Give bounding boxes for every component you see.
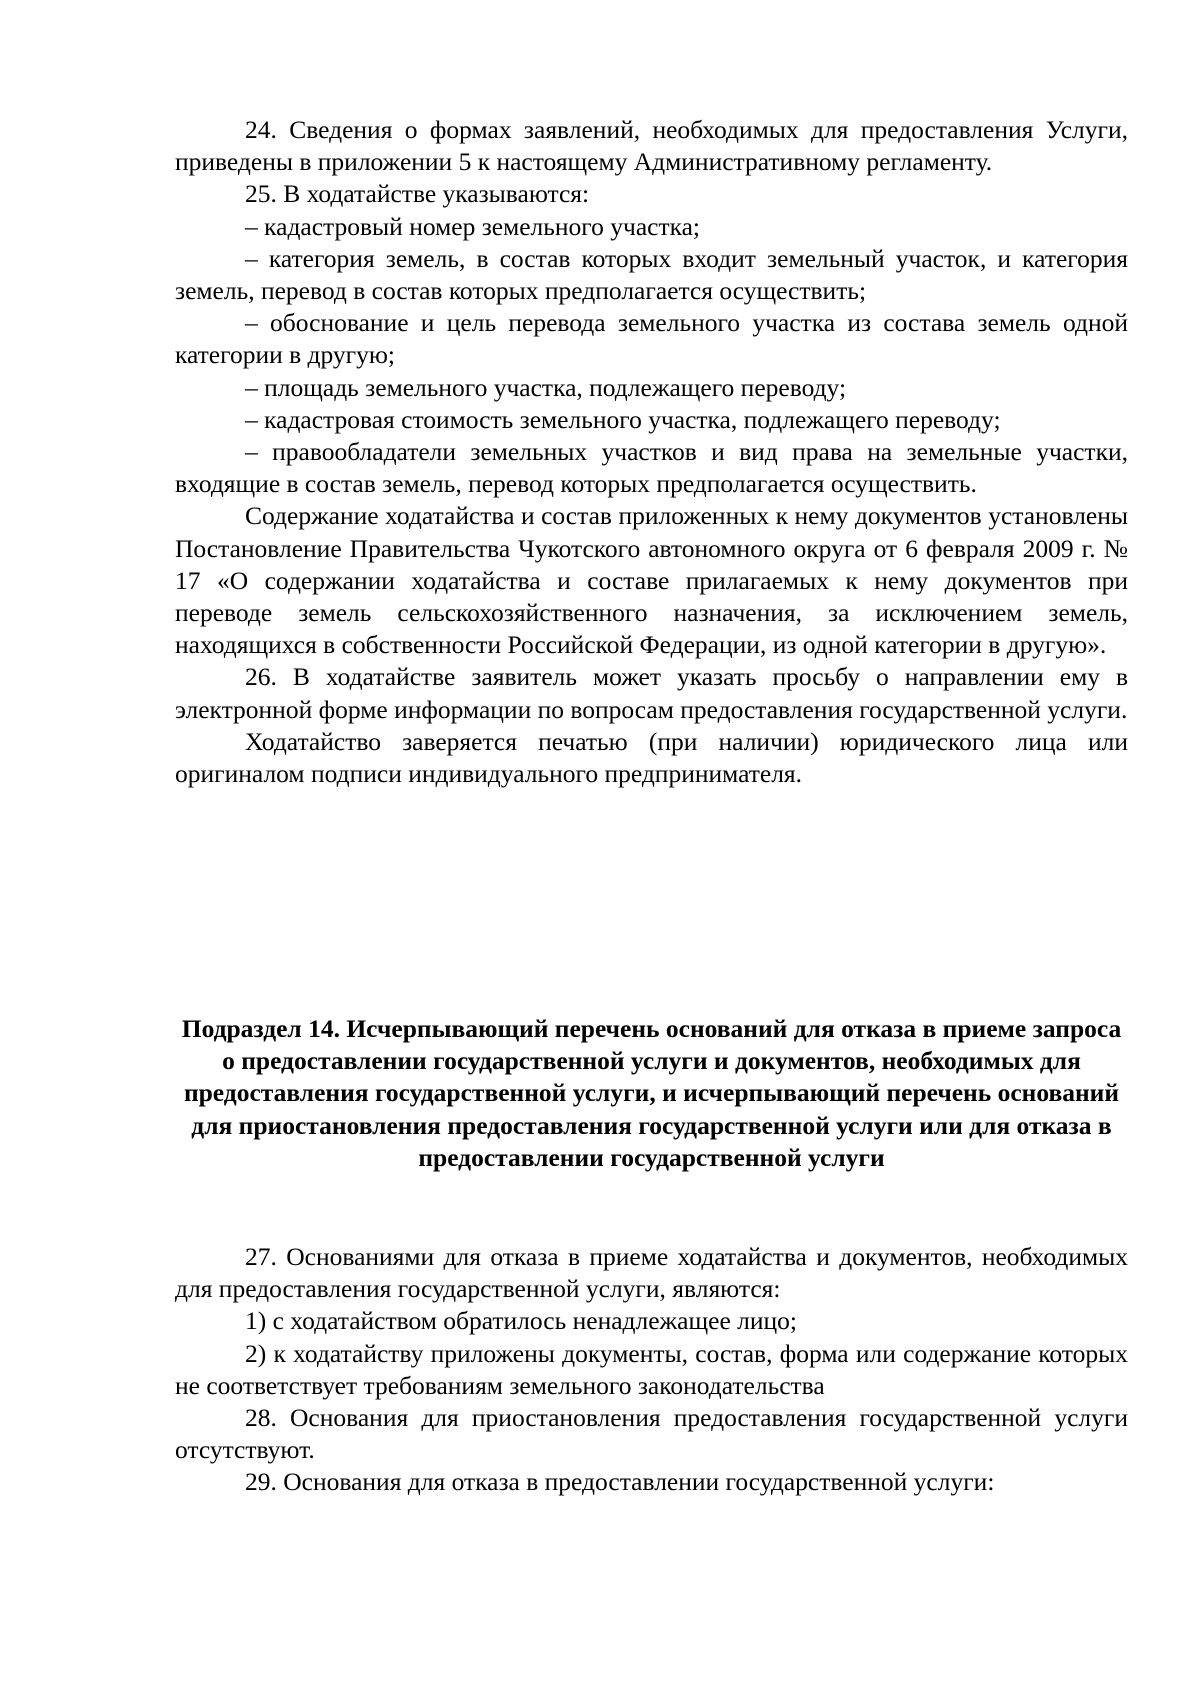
list-item-cadastral-number: – кадастровый номер земельного участка;: [245, 211, 701, 241]
paragraph-27: 27. Основаниями для отказа в приеме ходатайства и документов, необходимых для предоставления государственной услуги, являются:: [175, 1242, 1128, 1304]
paragraph-petition-content: Содержание ходатайства и состав приложенных к нему документов установлены Постановление Правительства Чукотского автономного округа от 6 февраля 2009 г. № 17 «О содержании ходатайства и составе прилагаемых к нему документов при переводе земель сельскохозяйственного назначения, за исключением земель, находящихся в собственности Российской Федерации, из одной категории в другую».: [175, 501, 1128, 660]
text-block-bottom: [175, 1241, 1128, 1499]
list-item-justification: – обоснование и цель перевода земельного участка из состава земель одной категории в другую;: [175, 308, 1128, 370]
list-item-right-holders: – правообладатели земельных участков и вид права на земельные участки, входящие в состав земель, перевод которых предполагается осуществить.: [175, 437, 1128, 499]
list-item-cadastral-value: – кадастровая стоимость земельного участка, подлежащего переводу;: [245, 404, 1001, 434]
paragraph-29: 29. Основания для отказа в предоставлении государственной услуги:: [245, 1467, 995, 1497]
list-item-area: – площадь земельного участка, подлежащего переводу;: [245, 372, 847, 402]
section-heading: Подраздел 14. Исчерпывающий перечень оснований для отказа в приеме запроса о предоставлении государственной услуги и документов, необходимых для предоставления государственной услуги, и исчерпывающий перечень оснований для приостановления предоставления государственной услуги или для отказа в предоставлении государственной услуги: [181, 1014, 1122, 1172]
paragraph-certification: Ходатайство заверяется печатью (при наличии) юридического лица или оригиналом подписи индивидуального предпринимателя.: [175, 726, 1128, 789]
list-item-improper-person: 1) с ходатайством обратилось ненадлежащее лицо;: [245, 1306, 797, 1336]
paragraph-26: 26. В ходатайстве заявитель может указать просьбу о направлении ему в электронной форме информации по вопросам предоставления государственной услуги.: [175, 662, 1128, 724]
text-block-top: [175, 114, 1128, 790]
list-item-nonconforming-documents: 2) к ходатайству приложены документы, состав, форма или содержание которых не соответствует требованиям земельного законодательства: [175, 1338, 1128, 1400]
paragraph-24: 24. Сведения о формах заявлений, необходимых для предоставления Услуги, приведены в приложении 5 к настоящему Административному регламенту.: [175, 115, 1128, 177]
list-item-land-category: – категория земель, в состав которых входит земельный участок, и категория земель, перевод в состав которых предполагается осуществить;: [175, 243, 1128, 306]
paragraph-25: 25. В ходатайстве указываются:: [245, 179, 590, 209]
paragraph-28: 28. Основания для приостановления предоставления государственной услуги отсутствуют.: [175, 1403, 1128, 1465]
